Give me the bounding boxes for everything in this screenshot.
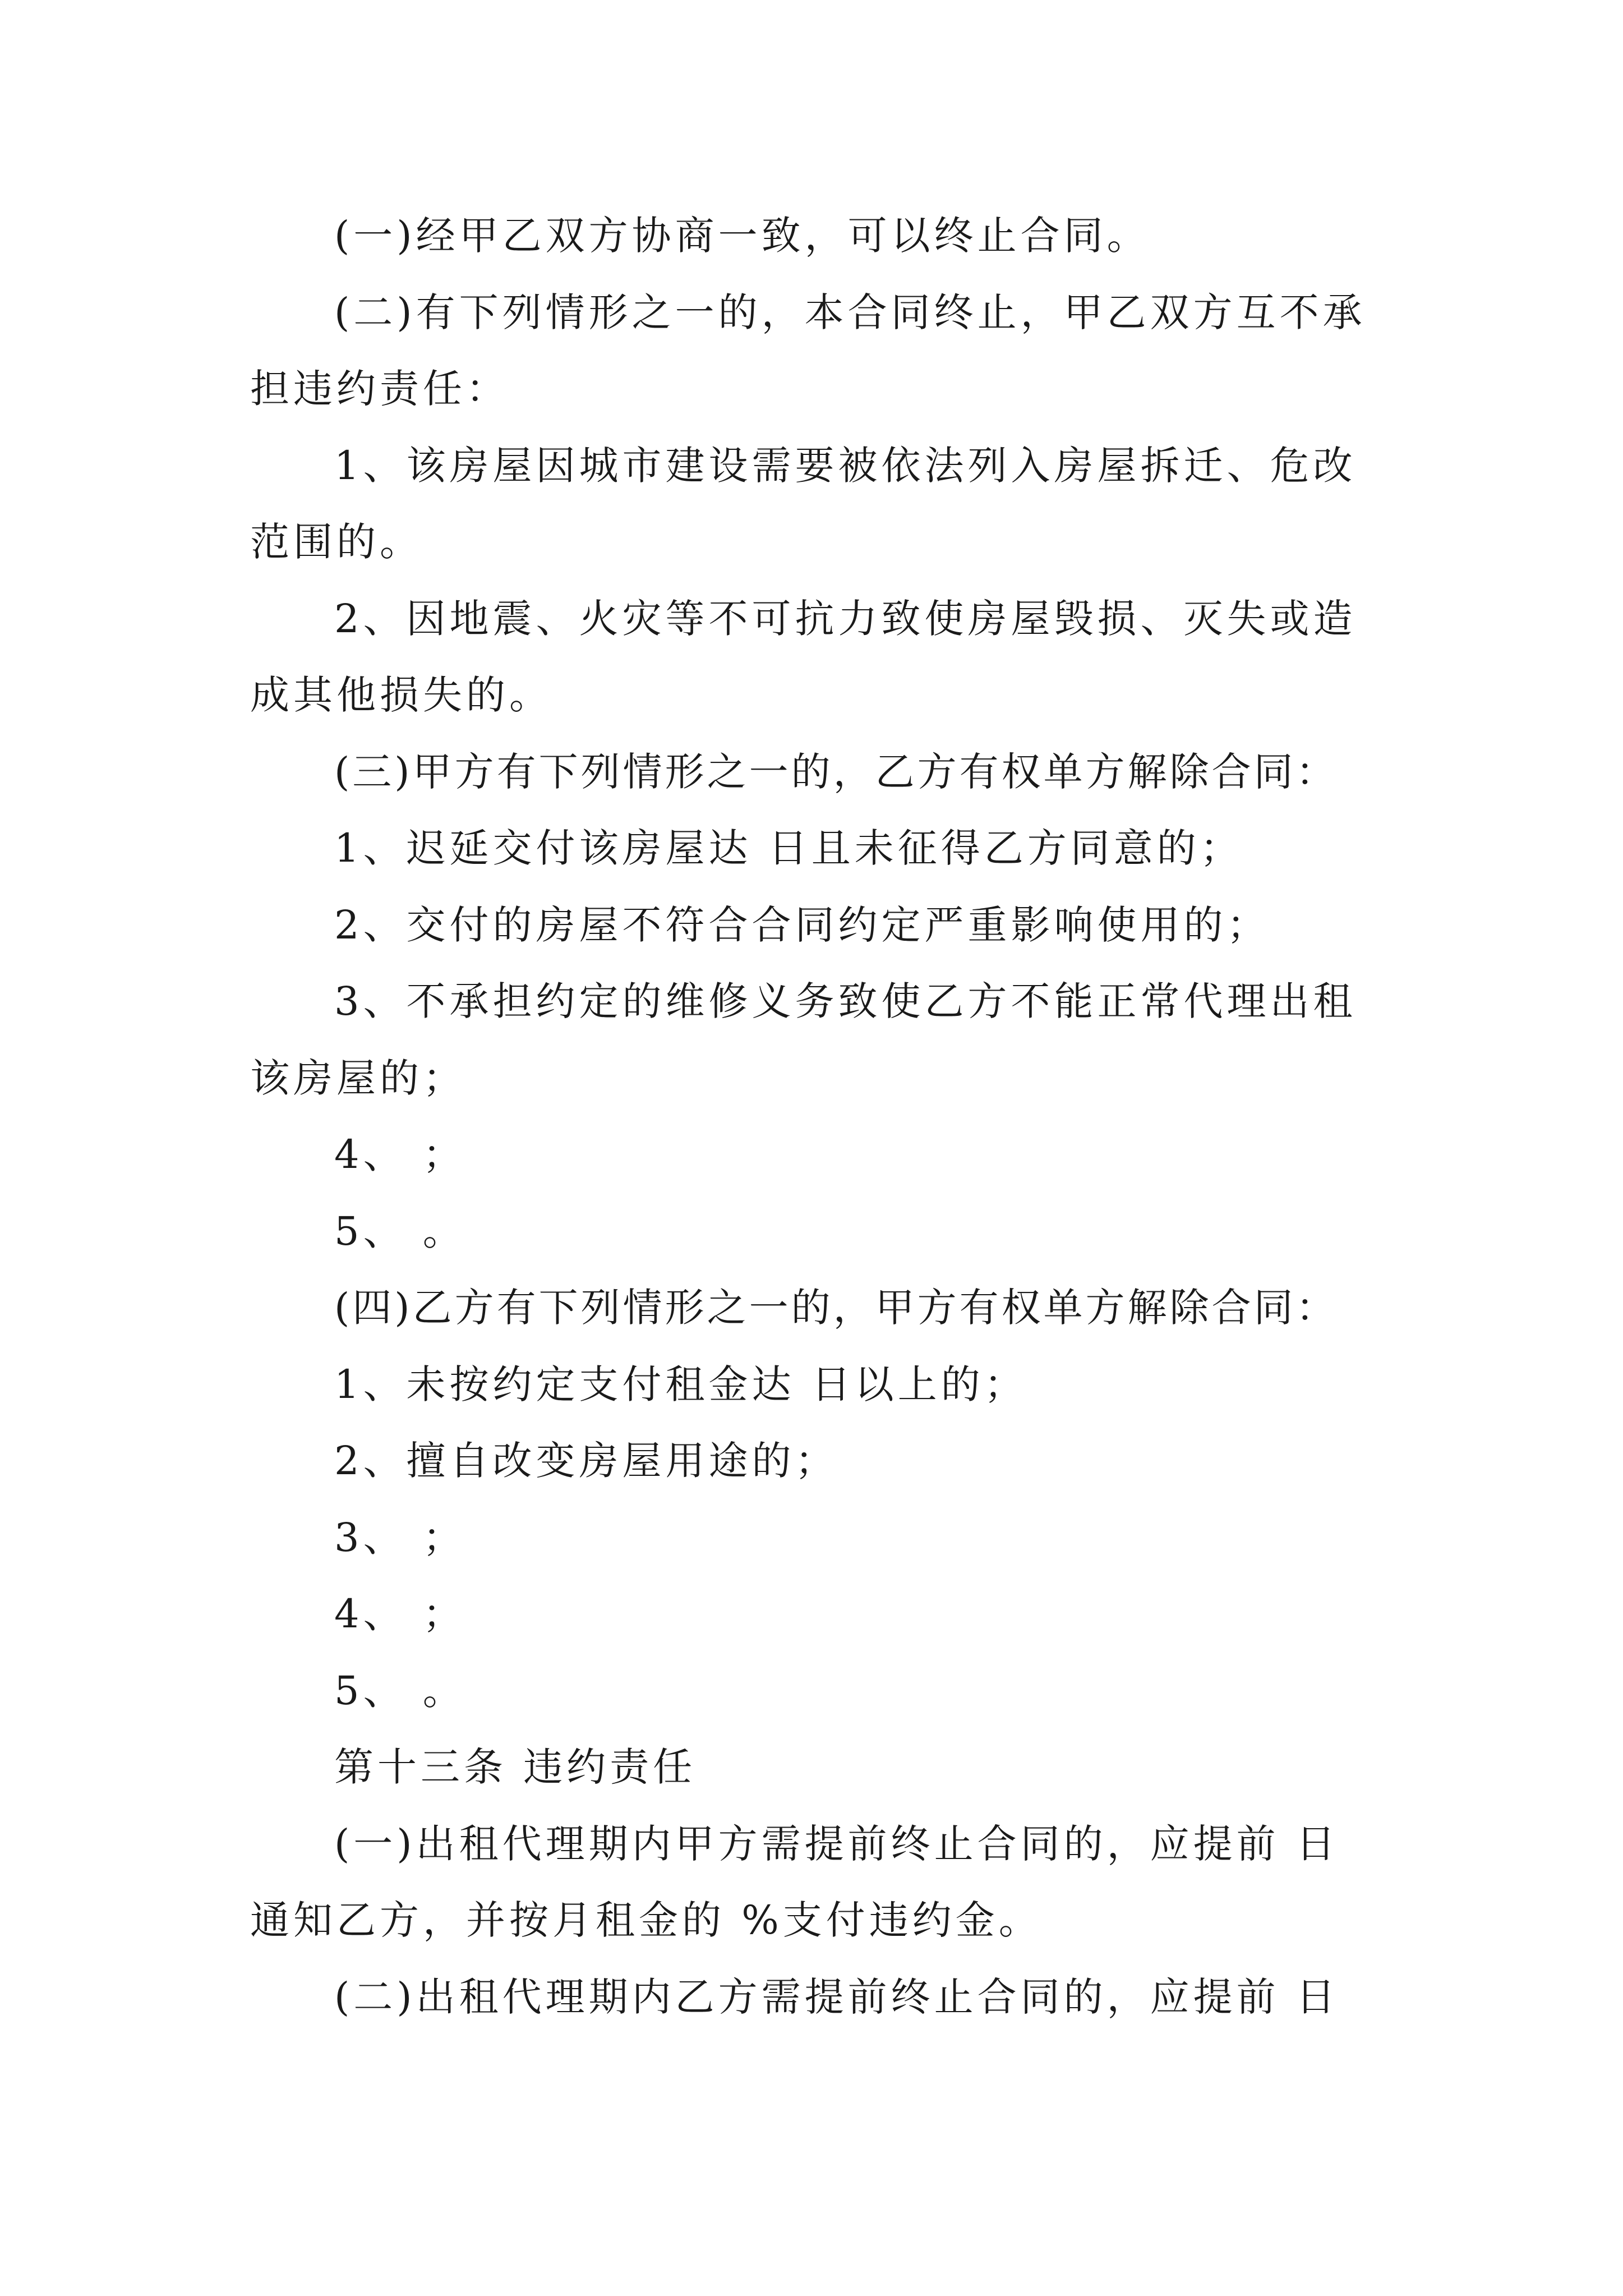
paragraph-line: 2、因地震、火灾等不可抗力致使房屋毁损、灭失或造 <box>334 595 1357 642</box>
paragraph-line: (二)出租代理期内乙方需提前终止合同的，应提前 日 <box>334 1973 1339 2020</box>
paragraph-line: 1、该房屋因城市建设需要被依法列入房屋拆迁、危改 <box>334 442 1357 489</box>
paragraph-line: 2、擅自改变房屋用途的； <box>334 1438 838 1484</box>
paragraph-line: 5、 。 <box>334 1667 466 1714</box>
contract-text <box>250 197 1394 2035</box>
paragraph-line: 4、 ； <box>334 1591 466 1637</box>
paragraph-line: 1、未按约定支付租金达 日以上的； <box>334 1361 1027 1407</box>
paragraph-line: (一)经甲乙双方协商一致，可以终止合同。 <box>334 213 1150 259</box>
paragraph-line: 1、迟延交付该房屋达 日且未征得乙方同意的； <box>334 825 1243 871</box>
section-heading: 第十三条 违约责任 <box>334 1744 697 1790</box>
paragraph-line: 2、交付的房屋不符合合同约定严重影响使用的； <box>334 901 1270 948</box>
paragraph-line: (四)乙方有下列情形之一的，甲方有权单方解除合同： <box>334 1285 1338 1331</box>
paragraph-line: 4、 ； <box>334 1131 466 1177</box>
paragraph-line: 通知乙方，并按月租金的 %支付违约金。 <box>250 1897 1042 1943</box>
paragraph-line: (二)有下列情形之一的，本合同终止，甲乙双方互不承 <box>334 289 1366 335</box>
paragraph-line: 范围的。 <box>250 519 423 565</box>
paragraph-line: 担违约责任： <box>250 366 509 412</box>
paragraph-line: 3、 ； <box>334 1514 466 1561</box>
paragraph-line: (三)甲方有下列情形之一的，乙方有权单方解除合同： <box>334 748 1338 795</box>
paragraph-line: 成其他损失的。 <box>250 672 552 718</box>
paragraph-line: (一)出租代理期内甲方需提前终止合同的，应提前 日 <box>334 1820 1339 1867</box>
paragraph-line: 5、 。 <box>334 1208 466 1254</box>
paragraph-line: 该房屋的； <box>250 1055 466 1101</box>
paragraph-line: 3、不承担约定的维修义务致使乙方不能正常代理出租 <box>334 978 1357 1024</box>
